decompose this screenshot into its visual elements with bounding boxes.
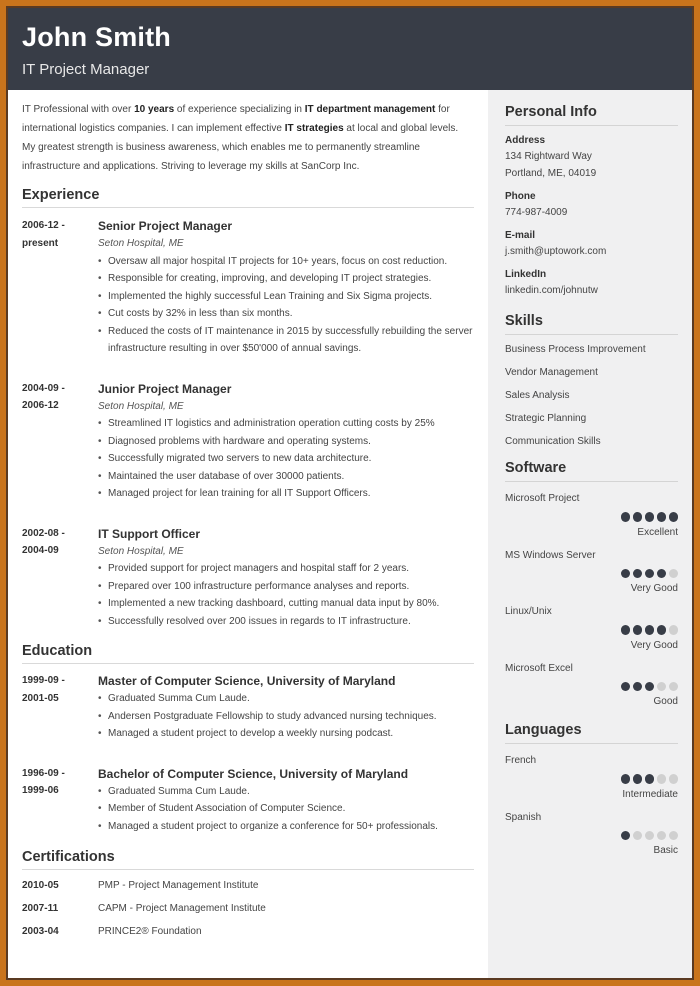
experience-details bbox=[98, 217, 474, 358]
skill-item: Communication Skills bbox=[505, 436, 601, 447]
rating-dots bbox=[505, 682, 678, 692]
rating-dot-empty bbox=[657, 831, 667, 841]
education-highlight: • Graduated Summa Cum Laude. bbox=[98, 783, 474, 801]
employer: Seton Hospital, ME bbox=[98, 545, 184, 557]
responsibilities-list bbox=[98, 253, 474, 358]
rating-label: Basic bbox=[653, 845, 678, 856]
experience-entry bbox=[22, 217, 474, 358]
experience-dates bbox=[22, 380, 98, 503]
language-item bbox=[505, 811, 678, 859]
rating-dot-empty bbox=[669, 569, 679, 579]
experience-details bbox=[98, 525, 474, 631]
certifications-heading: Certifications bbox=[22, 849, 474, 870]
degree-title: Bachelor of Computer Science, University of Maryland bbox=[98, 766, 409, 781]
certifications-section bbox=[22, 849, 474, 943]
rating-dot-empty bbox=[657, 682, 667, 692]
email-value: j.smith@uptowork.com bbox=[505, 246, 607, 257]
rating-dot-filled bbox=[645, 625, 655, 635]
certification-row bbox=[22, 897, 474, 920]
linkedin-label: LinkedIn bbox=[505, 269, 547, 280]
rating-dots bbox=[505, 512, 678, 522]
responsibility-item: • Cut costs by 32% in less than six months. bbox=[98, 305, 474, 323]
responsibility-item: • Provided support for project managers and hospital staff for 2 years. bbox=[98, 560, 474, 578]
language-name: Spanish bbox=[505, 811, 542, 823]
responsibility-item: • Managed project for lean training for all IT Support Officers. bbox=[98, 485, 474, 503]
certification-row bbox=[22, 874, 474, 897]
rating-dot-filled bbox=[657, 569, 667, 579]
education-entry bbox=[22, 672, 474, 743]
rating-dot-filled bbox=[633, 569, 643, 579]
skill-item: Sales Analysis bbox=[505, 390, 570, 401]
rating-dots bbox=[505, 831, 678, 841]
education-dates bbox=[22, 672, 98, 743]
certification-name: PRINCE2® Foundation bbox=[98, 926, 202, 937]
rating-label: Intermediate bbox=[622, 788, 678, 800]
software-item bbox=[505, 549, 678, 597]
personal-info-heading: Personal Info bbox=[505, 104, 678, 126]
responsibility-item: • Maintained the user database of over 30000 patients. bbox=[98, 468, 474, 486]
start-date: 2004-09 - bbox=[22, 382, 65, 394]
end-date: present bbox=[22, 237, 59, 249]
degree-title: Master of Computer Science, University of Maryland bbox=[98, 674, 396, 688]
employer: Seton Hospital, ME bbox=[98, 238, 184, 249]
software-item bbox=[505, 605, 678, 653]
rating-dot-empty bbox=[669, 831, 679, 841]
rating-label: Excellent bbox=[637, 526, 678, 538]
start-date: 2002-08 - bbox=[22, 527, 65, 539]
responsibility-item: • Prepared over 100 infrastructure performance analyses and reports. bbox=[98, 578, 474, 596]
education-highlight: • Managed a student project to develop a weekly nursing podcast. bbox=[98, 725, 474, 743]
summary-text: of experience specializing in bbox=[174, 104, 305, 115]
rating-label: Good bbox=[653, 696, 678, 707]
rating-dot-empty bbox=[669, 682, 679, 692]
job-title: IT Support Officer bbox=[98, 526, 200, 541]
rating-dot-empty bbox=[633, 831, 643, 841]
software-item bbox=[505, 662, 678, 710]
software-name: MS Windows Server bbox=[505, 549, 596, 561]
language-name: French bbox=[505, 755, 537, 766]
address-line-1: 134 Rightward Way bbox=[505, 151, 592, 162]
rating-dot-filled bbox=[621, 625, 631, 635]
rating-dot-filled bbox=[621, 512, 631, 522]
responsibility-item: • Reduced the costs of IT maintenance in 2015 by successfully rebuilding the server infrastructure resulting in over $50'000 of annual savings. bbox=[98, 323, 474, 358]
profile-summary bbox=[22, 100, 474, 176]
software-name: Microsoft Excel bbox=[505, 662, 573, 674]
languages-heading: Languages bbox=[505, 722, 678, 744]
software-name: Linux/Unix bbox=[505, 606, 552, 617]
rating-dot-filled bbox=[645, 774, 655, 784]
start-date: 2006-12 - bbox=[22, 220, 65, 231]
end-date: 2004-09 bbox=[22, 545, 59, 556]
responsibility-item: • Diagnosed problems with hardware and operating systems. bbox=[98, 433, 474, 451]
responsibility-item: • Responsible for creating, improving, and developing IT project strategies. bbox=[98, 270, 474, 288]
rating-dot-filled bbox=[657, 625, 667, 635]
experience-section bbox=[22, 187, 474, 630]
employer: Seton Hospital, ME bbox=[98, 400, 184, 412]
summary-text: for international logistics companies. I can implement effective bbox=[22, 104, 450, 134]
experience-dates bbox=[22, 217, 98, 358]
summary-highlight: IT strategies bbox=[284, 123, 344, 134]
education-dates bbox=[22, 765, 98, 836]
start-date: 1999-09 - bbox=[22, 675, 65, 686]
certification-date: 2003-04 bbox=[22, 926, 59, 937]
language-item bbox=[505, 754, 678, 802]
rating-dot-filled bbox=[621, 569, 631, 579]
education-details bbox=[98, 765, 474, 836]
phone-value: 774-987-4009 bbox=[505, 207, 568, 218]
responsibility-item: • Implemented a new tracking dashboard, cutting manual data input by 80%. bbox=[98, 595, 474, 613]
end-date: 2001-05 bbox=[22, 692, 59, 704]
start-date: 1996-09 - bbox=[22, 767, 65, 779]
rating-dot-empty bbox=[669, 625, 679, 635]
software-heading: Software bbox=[505, 460, 678, 482]
education-section bbox=[22, 643, 474, 835]
rating-label: Very Good bbox=[630, 583, 678, 594]
responsibility-item: • Implemented the highly successful Lean Training and Six Sigma projects. bbox=[98, 288, 474, 306]
education-heading: Education bbox=[22, 643, 474, 664]
sidebar bbox=[488, 90, 692, 978]
responsibilities-list bbox=[98, 415, 474, 503]
education-highlight: • Managed a student project to organize a conference for 50+ professionals. bbox=[98, 818, 474, 836]
summary-text: at local and global levels. My greatest strength is business awareness, which enables me to permanently streamline infrastructure and applications. Striving to leverage my skills at SanCorp Inc. bbox=[22, 123, 459, 172]
rating-dots bbox=[505, 569, 678, 579]
responsibilities-list bbox=[98, 560, 474, 630]
job-title: Junior Project Manager bbox=[98, 381, 232, 396]
summary-highlight: IT department management bbox=[304, 104, 436, 115]
resume-page bbox=[8, 8, 692, 978]
education-highlight: • Andersen Postgraduate Fellowship to study advanced nursing techniques. bbox=[98, 708, 474, 726]
responsibility-item: • Successfully resolved over 200 issues in regards to IT infrastructure. bbox=[98, 613, 474, 631]
rating-dot-empty bbox=[657, 774, 667, 784]
candidate-name: John Smith bbox=[22, 22, 171, 52]
skills-heading: Skills bbox=[505, 313, 678, 335]
summary-text: IT Professional with over bbox=[22, 104, 135, 115]
end-date: 2006-12 bbox=[22, 400, 59, 411]
certification-name: CAPM - Project Management Institute bbox=[98, 903, 266, 914]
job-title: Senior Project Manager bbox=[98, 219, 233, 233]
rating-dot-filled bbox=[621, 831, 631, 841]
rating-dot-filled bbox=[633, 625, 643, 635]
skill-item: Strategic Planning bbox=[505, 413, 587, 424]
responsibility-item: • Streamlined IT logistics and administration operation cutting costs by 25% bbox=[98, 415, 474, 433]
skill-item: Business Process Improvement bbox=[505, 344, 646, 355]
rating-dot-filled bbox=[645, 569, 655, 579]
main-column bbox=[22, 100, 474, 943]
rating-dot-filled bbox=[669, 512, 679, 522]
rating-dots bbox=[505, 625, 678, 635]
skill-item: Vendor Management bbox=[505, 367, 598, 378]
rating-dot-filled bbox=[633, 682, 643, 692]
education-highlights bbox=[98, 783, 474, 836]
certification-date: 2010-05 bbox=[22, 880, 59, 891]
summary-highlight: 10 years bbox=[134, 104, 175, 115]
phone-label: Phone bbox=[505, 191, 536, 202]
rating-dot-empty bbox=[669, 774, 679, 784]
resume-header bbox=[8, 8, 692, 90]
rating-dot-filled bbox=[645, 512, 655, 522]
education-highlight: • Graduated Summa Cum Laude. bbox=[98, 690, 474, 708]
certification-row bbox=[22, 920, 474, 943]
certification-name: PMP - Project Management Institute bbox=[98, 880, 259, 891]
candidate-title: IT Project Manager bbox=[22, 61, 150, 78]
rating-label: Very Good bbox=[630, 639, 678, 651]
linkedin-value: linkedin.com/johnutw bbox=[505, 285, 598, 296]
rating-dot-filled bbox=[657, 512, 667, 522]
rating-dot-filled bbox=[621, 682, 631, 692]
experience-heading: Experience bbox=[22, 187, 474, 208]
responsibility-item: • Successfully migrated two servers to new data architecture. bbox=[98, 450, 474, 468]
email-label: E-mail bbox=[505, 230, 536, 241]
software-name: Microsoft Project bbox=[505, 493, 580, 504]
education-highlights bbox=[98, 690, 474, 743]
experience-dates bbox=[22, 525, 98, 631]
rating-dots bbox=[505, 774, 678, 784]
education-entry bbox=[22, 765, 474, 836]
certification-date: 2007-11 bbox=[22, 903, 59, 914]
software-item bbox=[505, 492, 678, 540]
experience-entry bbox=[22, 525, 474, 631]
experience-details bbox=[98, 380, 474, 503]
rating-dot-empty bbox=[645, 831, 655, 841]
address-line-2: Portland, ME, 04019 bbox=[505, 168, 597, 179]
address-label: Address bbox=[505, 135, 546, 146]
education-details bbox=[98, 672, 474, 743]
rating-dot-filled bbox=[633, 512, 643, 522]
education-highlight: • Member of Student Association of Computer Science. bbox=[98, 800, 474, 818]
rating-dot-filled bbox=[633, 774, 643, 784]
responsibility-item: • Oversaw all major hospital IT projects for 10+ years, focus on cost reduction. bbox=[98, 253, 474, 271]
experience-entry bbox=[22, 380, 474, 503]
rating-dot-filled bbox=[645, 682, 655, 692]
rating-dot-filled bbox=[621, 774, 631, 784]
end-date: 1999-06 bbox=[22, 785, 59, 796]
